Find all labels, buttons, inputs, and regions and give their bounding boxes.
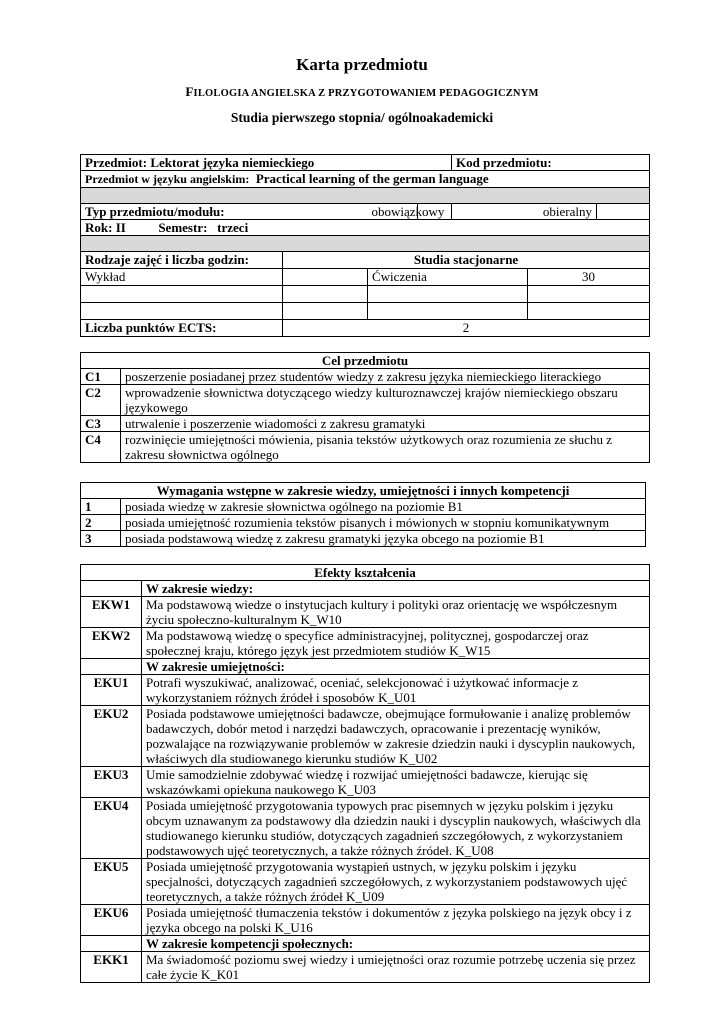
optional-checkbox	[597, 204, 650, 220]
outcome-code: EKK1	[81, 952, 142, 983]
empty-cell	[81, 286, 283, 303]
knowledge-heading: W zakresie wiedzy:	[142, 581, 650, 597]
page-title: Karta przedmiotu	[296, 55, 428, 74]
full-time-label: Studia stacjonarne	[283, 252, 650, 269]
outcome-code: EKW2	[81, 628, 142, 659]
goal-code: C3	[81, 416, 121, 432]
requirements-heading: Wymagania wstępne w zakresie wiedzy, umiejętności i innych kompetencji	[81, 483, 646, 499]
outcome-text: Posiada podstawowe umiejętności badawcze, obejmujące formułowanie i analizę problemów badawczych, dobór metod i narzędzi badawczych, opracowanie i prezentację wyników, pozwalające na rozwiązywanie problemów w zakresie dziedzin nauki i dyscyplin naukowych, właściwych dla studiowanego kierunku studiów K_U02	[142, 706, 650, 767]
lecture-label: Wykład	[81, 269, 283, 286]
empty-cell	[81, 936, 142, 952]
goals-heading: Cel przedmiotu	[81, 353, 650, 369]
goal-text: rozwinięcie umiejętności mówienia, pisania tekstów użytkowych oraz rozumienia ze słuchu z zakresu słownictwa ogólnego	[121, 432, 650, 463]
exercises-hours: 30	[528, 269, 650, 286]
outcome-text: Ma podstawową wiedze o instytucjach kultury i polityki oraz orientację we współczesnym życiu społeczno-kulturalnym K_W10	[142, 597, 650, 628]
requirements-table	[80, 482, 646, 547]
subject-type-optional: obieralny	[452, 204, 597, 220]
skills-heading: W zakresie umiejętności:	[142, 659, 650, 675]
empty-cell	[528, 303, 650, 320]
year-row-filler	[283, 220, 650, 236]
outcome-code: EKU5	[81, 859, 142, 905]
empty-cell	[81, 581, 142, 597]
subject-type-mandatory: obowiązkowy	[368, 204, 418, 220]
grey-divider	[81, 188, 650, 204]
requirement-text: posiada wiedzę w zakresie słownictwa ogólnego na poziomie B1	[121, 499, 646, 515]
subject-table	[80, 154, 650, 252]
goal-code: C2	[81, 385, 121, 416]
outcome-text: Posiada umiejętność tłumaczenia tekstów i dokumentów z języka polskiego na język obcy i z języka obcego na polski K_U16	[142, 905, 650, 936]
subject-label: Przedmiot:	[85, 155, 148, 170]
requirement-code: 1	[81, 499, 121, 515]
exercises-label: Ćwiczenia	[368, 269, 528, 286]
subject-cell	[81, 155, 452, 171]
outcome-code: EKU3	[81, 767, 142, 798]
requirement-code: 3	[81, 531, 121, 547]
empty-cell	[368, 286, 528, 303]
outcomes-table	[80, 564, 650, 983]
outcome-text: Potrafi wyszukiwać, analizować, oceniać, selekcjonować i użytkować informacje z wykorzystaniem różnych źródeł i sposobów K_U01	[142, 675, 650, 706]
ects-value: 2	[283, 320, 650, 337]
outcome-text: Umie samodzielnie zdobywać wiedzę i rozwijać umiejętności badawcze, kierując się wskazówkami opiekuna naukowego K_U03	[142, 767, 650, 798]
classes-label: Rodzaje zajęć i liczba godzin:	[81, 252, 283, 269]
subject-code-label: Kod przedmiotu:	[452, 155, 650, 171]
program-name	[0, 84, 724, 100]
outcome-text: Ma świadomość poziomu swej wiedzy i umiejętności oraz rozumie potrzebę uczenia się przez całe życie K_K01	[142, 952, 650, 983]
english-name-cell	[81, 171, 650, 188]
english-name-label: Przedmiot w języku angielskim:	[85, 172, 250, 186]
goal-text: utrwalenie i poszerzenie wiadomości z zakresu gramatyki	[121, 416, 650, 432]
requirement-text: posiada podstawową wiedzę z zakresu gramatyki języka obcego na poziomie B1	[121, 531, 646, 547]
outcome-code: EKW1	[81, 597, 142, 628]
classes-table	[80, 251, 650, 337]
program-text: FILOLOGIA ANGIELSKA Z PRZYGOTOWANIEM PEDAGOGICZNYM	[185, 84, 539, 99]
studies-level: Studia pierwszego stopnia/ ogólnoakademicki	[230, 110, 494, 125]
semester-label: Semestr:	[158, 220, 208, 235]
subject-type-label: Typ przedmiotu/modułu:	[81, 204, 368, 220]
requirement-code: 2	[81, 515, 121, 531]
outcomes-heading: Efekty kształcenia	[81, 565, 650, 581]
outcome-text: Posiada umiejętność przygotowania typowych prac pisemnych w języku polskim i języku obcym uznawanym za podstawowy dla dziedzin nauki i dyscyplin naukowych, właściwych dla studiowanego kierunku studiów, dotyczących zagadnień szczegółowych, z wykorzystaniem podstawowych ujęć teoretycznych, a także różnych źródeł. K_U08	[142, 798, 650, 859]
subject-name: Lektorat języka niemieckiego	[150, 155, 315, 170]
requirement-text: posiada umiejętność rozumienia tekstów pisanych i mówionych w stopniu komunikatywnym	[121, 515, 646, 531]
outcome-code: EKU6	[81, 905, 142, 936]
outcome-text: Posiada umiejętność przygotowania wystąpień ustnych, w języku polskim i języku specjalności, dotyczących zagadnień szczegółowych, z wykorzystaniem podstawowych ujęć teoretycznych, a także różnych źródeł K_U09	[142, 859, 650, 905]
grey-divider	[81, 236, 650, 252]
empty-cell	[528, 286, 650, 303]
empty-cell	[81, 303, 283, 320]
ects-label: Liczba punktów ECTS:	[81, 320, 283, 337]
goal-text: poszerzenie posiadanej przez studentów wiedzy z zakresu języka niemieckiego literackiego	[121, 369, 650, 385]
outcome-code: EKU1	[81, 675, 142, 706]
empty-cell	[81, 659, 142, 675]
outcome-text: Ma podstawową wiedzę o specyfice administracyjnej, politycznej, gospodarczej oraz społecznej kraju, którego język jest przedmiotem studiów K_W15	[142, 628, 650, 659]
year-cell	[81, 220, 283, 236]
semester-value: trzeci	[217, 220, 249, 235]
goal-text: wprowadzenie słownictwa dotyczącego wiedzy kulturoznawczej krajów niemieckiego obszaru językowego	[121, 385, 650, 416]
empty-cell	[283, 303, 368, 320]
empty-cell	[368, 303, 528, 320]
goals-table	[80, 352, 650, 463]
social-heading: W zakresie kompetencji społecznych:	[142, 936, 650, 952]
outcome-code: EKU4	[81, 798, 142, 859]
english-name-value: Practical learning of the german language	[255, 171, 489, 186]
goal-code: C1	[81, 369, 121, 385]
year-label: Rok: II	[85, 220, 126, 235]
outcome-code: EKU2	[81, 706, 142, 767]
lecture-hours	[283, 269, 368, 286]
empty-cell	[283, 286, 368, 303]
goal-code: C4	[81, 432, 121, 463]
